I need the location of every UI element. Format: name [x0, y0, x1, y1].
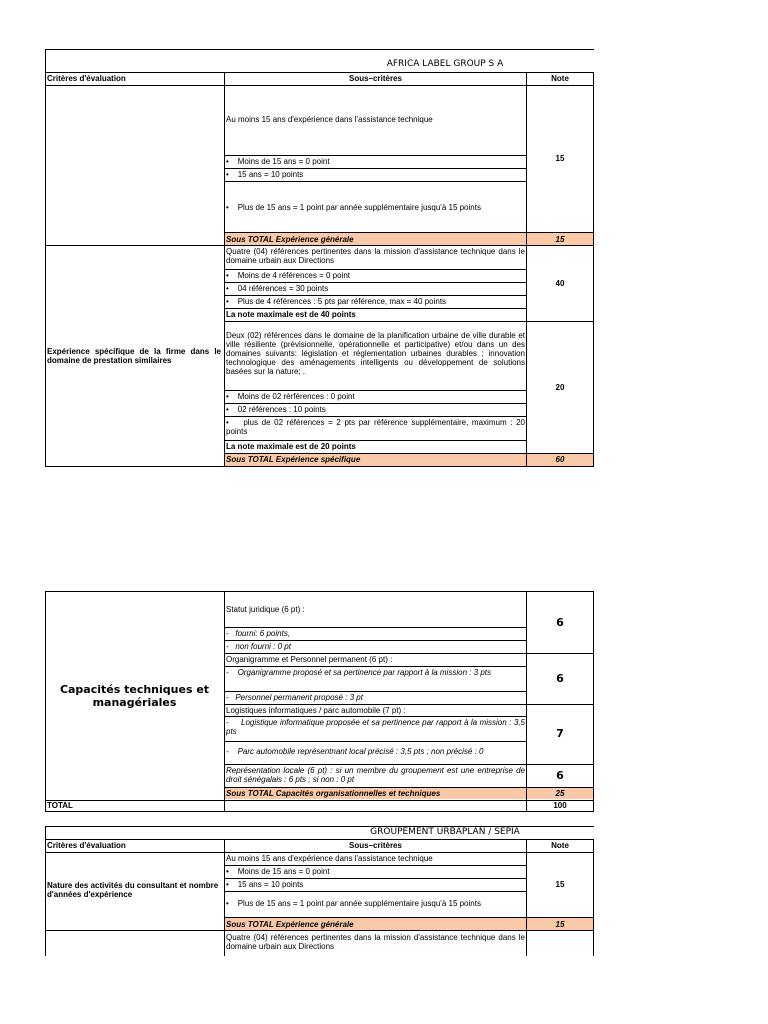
company-name: AFRICA LABEL GROUP S A — [386, 59, 504, 69]
subtotal-value: 25 — [555, 789, 565, 798]
header-criteria: Critères d'évaluation — [47, 841, 126, 850]
sub-criteria-title: Organigramme et Personnel permanent (6 pt) : — [226, 655, 393, 664]
dash-item: - Parc automobile représentnant local précisé : 3,5 pts ; non précisé : 0 — [226, 747, 484, 756]
subtotal-label: Sous TOTAL Expérience spécifique — [226, 455, 361, 464]
sub-criteria-text: Deux (02) références dans le domaine de la planification urbaine de ville durable et ville résiliente (prévisionnelle, opérationnelle et participative) et/ou dans un des domaines suivants: législation et réglementation urbaines durables ; innovation technologique des aménagements intelligents ou développement de solutions basées sur la nature; . — [226, 331, 525, 376]
note-value: 6 — [556, 769, 564, 782]
dash-item: - non fourni : 0 pt — [226, 642, 291, 651]
criteria-label: Expérience spécifique de la firme dans le domaine de prestation similaires — [47, 347, 221, 365]
note-value: 6 — [556, 616, 564, 629]
header-criteria: Critères d'évaluation — [47, 74, 126, 83]
sub-criteria-text: Quatre (04) références pertinentes dans la mission d'assistance technique dans le domaine urbain aux Directions — [226, 933, 525, 951]
total-value: 100 — [553, 801, 567, 810]
sub-criteria-text: Au moins 15 ans d'expérience dans l'assistance technique — [226, 854, 433, 863]
bullet-item: • 15 ans = 10 points — [226, 880, 304, 889]
note-value: 15 — [555, 880, 565, 889]
bullet-item: • Plus de 4 références : 5 pts par référence, max = 40 points — [226, 297, 447, 306]
total-label: TOTAL — [47, 801, 73, 810]
max-note-text: La note maximale est de 40 points — [226, 310, 356, 319]
header-note: Note — [551, 74, 569, 83]
bullet-item: • Moins de 15 ans = 0 point — [226, 157, 330, 166]
note-value: 15 — [555, 154, 565, 163]
subtotal-label: Sous TOTAL Expérience générale — [226, 235, 354, 244]
subtotal-label: Sous TOTAL Expérience générale — [226, 920, 354, 929]
sub-criteria-text: Au moins 15 ans d'expérience dans l'assistance technique — [226, 115, 433, 124]
subtotal-label: Sous TOTAL Capacités organisationnelles et techniques — [226, 789, 441, 798]
bullet-item: • Moins de 4 références = 0 point — [226, 271, 350, 280]
note-value: 20 — [555, 383, 565, 392]
subtotal-value: 15 — [555, 920, 565, 929]
header-note: Note — [551, 841, 569, 850]
bullet-item: • 15 ans = 10 points — [226, 170, 304, 179]
subtotal-value: 60 — [555, 455, 565, 464]
sub-criteria-title: Logistiques informatiques / parc automobile (7 pt) : — [226, 706, 406, 715]
header-sub-criteria: Sous–critères — [349, 841, 402, 850]
sub-criteria-text: Quatre (04) références pertinentes dans la mission d'assistance technique dans le domaine urbain aux Directions — [226, 247, 525, 265]
bullet-item: • 04 références = 30 points — [226, 284, 329, 293]
sub-criteria-text: Représentation locale (6 pt) : si un membre du groupement est une entreprise de droit sénégalais : 6 pts ; si non : 0 pt — [226, 766, 525, 784]
note-value: 7 — [556, 727, 564, 740]
dash-item: - Logistique informatique proposée et sa pertinence par rapport à la mission : 3,5 pts — [226, 718, 525, 736]
bullet-item: • Moins de 02 rérférences : 0 point — [226, 392, 355, 401]
dash-item: - Personnel permanent proposé : 3 pt — [226, 693, 363, 702]
note-value: 40 — [555, 279, 565, 288]
bullet-item: • Plus de 15 ans = 1 point par année supplémentaire jusqu'à 15 points — [226, 203, 481, 212]
bullet-item: • 02 références : 10 points — [226, 405, 326, 414]
criteria-label: Nature des activités du consultant et nombre d'années d'expérience — [47, 881, 219, 899]
note-value: 6 — [556, 672, 564, 685]
max-note-text: La note maximale est de 20 points — [226, 442, 356, 451]
dash-item: - Organigramme proposé et sa pertinence par rapport à la mission : 3 pts — [226, 668, 492, 677]
bullet-item: • Moins de 15 ans = 0 point — [226, 867, 330, 876]
criteria-label: Capacités techniques et managériales — [59, 683, 210, 709]
dash-item: - fourni: 6 points, — [226, 629, 291, 638]
company-name: GROUPEMENT URBAPLAN / SEPIA — [370, 827, 520, 837]
header-sub-criteria: Sous–critères — [349, 74, 402, 83]
bullet-item: • plus de 02 références = 2 pts par référence supplémentaire, maximum : 20 points — [226, 418, 525, 436]
subtotal-value: 15 — [555, 235, 565, 244]
sub-criteria-title: Statut juridique (6 pt) : — [226, 605, 305, 614]
bullet-item: • Plus de 15 ans = 1 point par année supplémentaire jusqu'à 15 points — [226, 899, 481, 908]
